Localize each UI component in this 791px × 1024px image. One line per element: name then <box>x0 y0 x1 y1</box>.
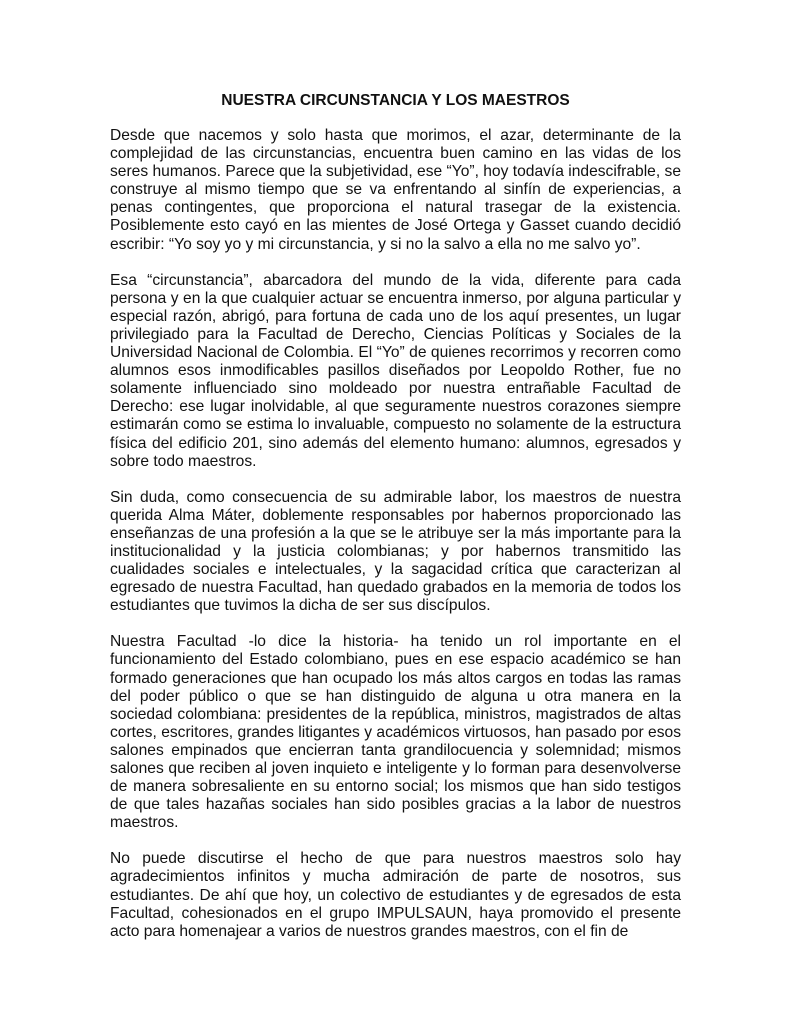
paragraph-1: Desde que nacemos y solo hasta que morimos, el azar, determinante de la complejidad de las circunstancias, encuentra buen camino en las vidas de los seres humanos. Parece que la subjetividad, ese “Yo”, hoy todavía indescifrable, se construye al mismo tiempo que se va enfrentando al sinfín de experiencias, a penas contingentes, que proporciona el natural trasegar de la existencia. Posiblemente esto cayó en las mientes de José Ortega y Gasset cuando decidió escribir: “Yo soy yo y mi circunstancia, y si no la salvo a ella no me salvo yo”. <box>110 127 681 253</box>
paragraph-3: Sin duda, como consecuencia de su admirable labor, los maestros de nuestra querida Alma Máter, doblemente responsables por habernos proporcionado las enseñanzas de una profesión a la que se le atribuye ser la más importante para la institucionalidad y la justicia colombianas; y por habernos transmitido las cualidades sociales e intelectuales, y la sagacidad crítica que caracterizan al egresado de nuestra Facultad, han quedado grabados en la memoria de todos los estudiantes que tuvimos la dicha de ser sus discípulos. <box>110 488 681 615</box>
paragraph-4: Nuestra Facultad -lo dice la historia- ha tenido un rol importante en el funcionamiento del Estado colombiano, pues en ese espacio académico se han formado generaciones que han ocupado los más altos cargos en todas las ramas del poder público o que se han distinguido de alguna u otra manera en la sociedad colombiana: presidentes de la república, ministros, magistrados de altas cortes, escritores, grandes litigantes y académicos virtuosos, han pasado por esos salones empinados que encierran tanta grandilocuencia y solemnidad; mismos salones que reciben al joven inquieto e inteligente y lo forman para desenvolverse de manera sobresaliente en su entorno social; los mismos que han sido testigos de que tales hazañas sociales han sido posibles gracias a la labor de nuestros maestros. <box>110 633 681 832</box>
paragraph-5: No puede discutirse el hecho de que para nuestros maestros solo hay agradecimientos infinitos y mucha admiración de parte de nosotros, sus estudiantes. De ahí que hoy, un colectivo de estudiantes y de egresados de esta Facultad, cohesionados en el grupo IMPULSAUN, haya promovido el presente acto para homenajear a varios de nuestros grandes maestros, con el fin de <box>110 850 681 940</box>
document-title: NUESTRA CIRCUNSTANCIA Y LOS MAESTROS <box>221 92 570 109</box>
document-body <box>110 127 681 959</box>
paragraph-2: Esa “circunstancia”, abarcadora del mundo de la vida, diferente para cada persona y en la que cualquier actuar se encuentra inmerso, por alguna particular y especial razón, abrigó, para fortuna de cada uno de los aquí presentes, un lugar privilegiado para la Facultad de Derecho, Ciencias Políticas y Sociales de la Universidad Nacional de Colombia. El “Yo” de quienes recorrimos y recorren como alumnos esos inmodificables pasillos diseñados por Leopoldo Rother, fue no solamente influenciado sino moldeado por nuestra entrañable Facultad de Derecho: ese lugar inolvidable, al que seguramente nuestros corazones siempre estimarán como se estima lo invaluable, compuesto no solamente de la estructura física del edificio 201, sino además del elemento humano: alumnos, egresados y sobre todo maestros. <box>110 271 681 470</box>
